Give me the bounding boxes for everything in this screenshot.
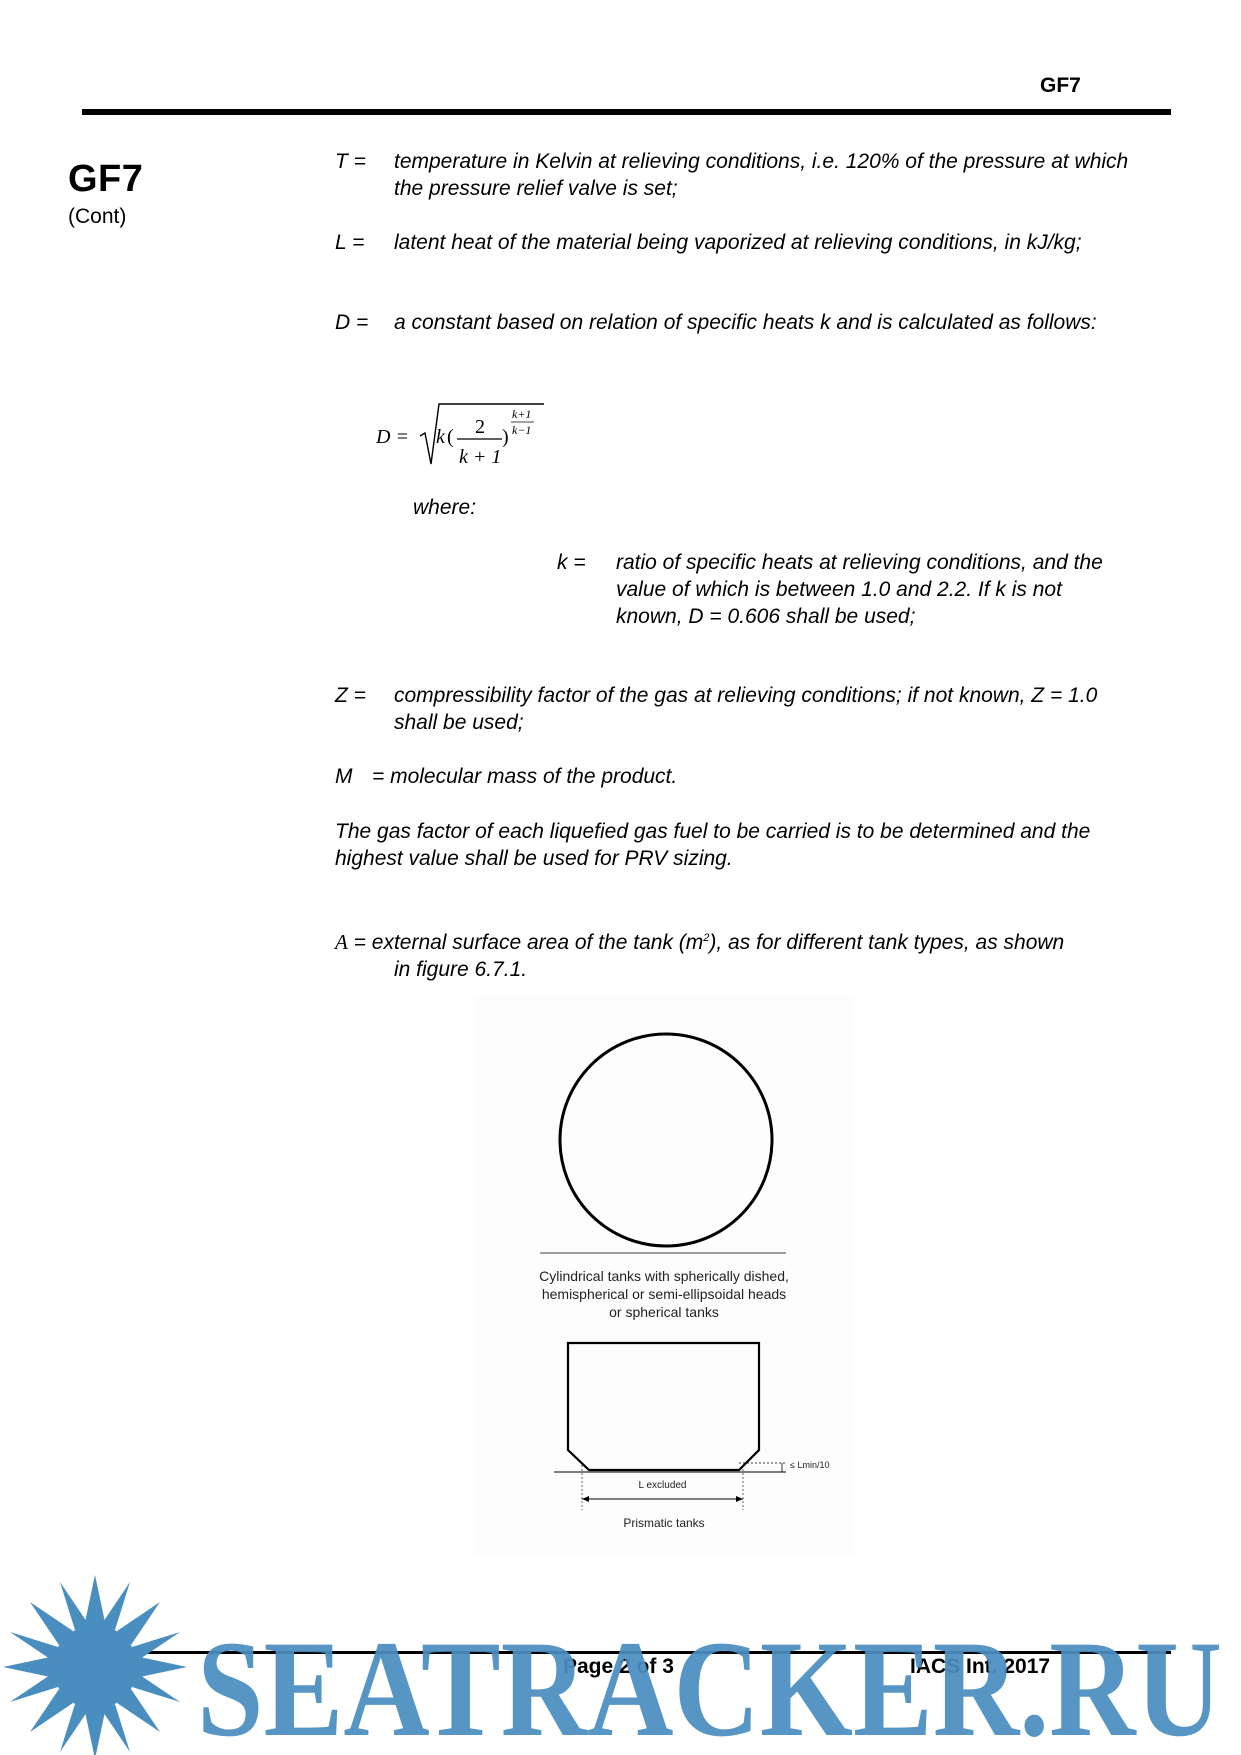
area-superscript: 2: [703, 932, 710, 944]
footer-rule: [82, 1651, 1171, 1654]
spherical-tank-circle: [560, 1034, 772, 1246]
definition-text: temperature in Kelvin at relieving conditions, i.e. 120% of the pressure at which the pressure relief valve is set;: [394, 150, 1129, 200]
definition-text: ratio of specific heats at relieving conditions, and the value of which is between 1.0 and 2.2. If k is not known, D = 0.606 shall be used;: [616, 551, 1103, 628]
definition-M: [335, 763, 1135, 790]
where-label: where:: [413, 496, 477, 519]
area-text-before: = external surface area of the tank (m: [347, 931, 704, 954]
definition-symbol: Z =: [335, 684, 366, 707]
formula-open-paren: (: [447, 426, 454, 448]
definition-text: a constant based on relation of specific heats k and is calculated as follows:: [394, 311, 1097, 334]
footer-org: IACS Int. 2017: [910, 1655, 1051, 1678]
figure-caption-spherical: Cylindrical tanks with spherically dished, hemispherical or semi-ellipsoidal heads or spherical tanks: [539, 1268, 789, 1320]
definition-text: = molecular mass of the product.: [372, 765, 678, 788]
definition-L: [335, 229, 1135, 256]
section-cont: (Cont): [68, 205, 127, 228]
formula-k: k: [436, 426, 445, 448]
header-code: GF7: [1040, 74, 1081, 97]
figure-caption-prismatic: Prismatic tanks: [623, 1516, 705, 1530]
figure-6-7-1: [474, 995, 854, 1555]
l-excluded-label: L excluded: [638, 1480, 687, 1491]
area-line2: in figure 6.7.1.: [394, 958, 528, 981]
formula-D: [376, 402, 556, 472]
definition-T: [335, 148, 1135, 202]
area-symbol: A: [335, 930, 348, 954]
area-definition: [335, 925, 1145, 983]
formula-exp-numerator: k+1: [512, 407, 532, 421]
definition-D: [335, 309, 1135, 336]
definition-Z: [335, 682, 1135, 736]
lmin-label: ≤ Lmin/10: [790, 1460, 830, 1470]
header-rule: [82, 109, 1171, 115]
definition-text: latent heat of the material being vaporized at relieving conditions, in kJ/kg;: [394, 231, 1082, 254]
l-excluded-arrow-left: [582, 1496, 589, 1502]
definition-symbol: M: [335, 765, 353, 788]
definition-symbol: T =: [335, 150, 366, 173]
sun-icon: [3, 1575, 187, 1755]
definition-k: [557, 549, 1117, 630]
formula-exp-denominator: k−1: [512, 423, 532, 437]
section-code: GF7: [68, 158, 144, 200]
l-excluded-arrow-right: [736, 1496, 743, 1502]
definition-symbol: D =: [335, 311, 369, 334]
page-number: Page 2 of 3: [563, 1655, 674, 1678]
gas-factor-paragraph: The gas factor of each liquefied gas fuel to be carried is to be determined and the highest value shall be used for PRV sizing.: [335, 820, 1091, 870]
formula-numerator: 2: [475, 416, 485, 438]
formula-lhs: D =: [376, 426, 409, 448]
definition-text: compressibility factor of the gas at relieving conditions; if not known, Z = 1.0 shall be used;: [394, 684, 1098, 734]
definition-symbol: k =: [557, 551, 586, 574]
prismatic-tank-outline: [568, 1343, 759, 1470]
area-text-after: ), as for different tank types, as shown: [709, 931, 1065, 954]
watermark-text: SEATRACKER.RU: [197, 1612, 1222, 1755]
formula-close-paren: ): [502, 426, 509, 448]
definition-symbol: L =: [335, 231, 365, 254]
formula-denominator: k + 1: [459, 446, 502, 468]
